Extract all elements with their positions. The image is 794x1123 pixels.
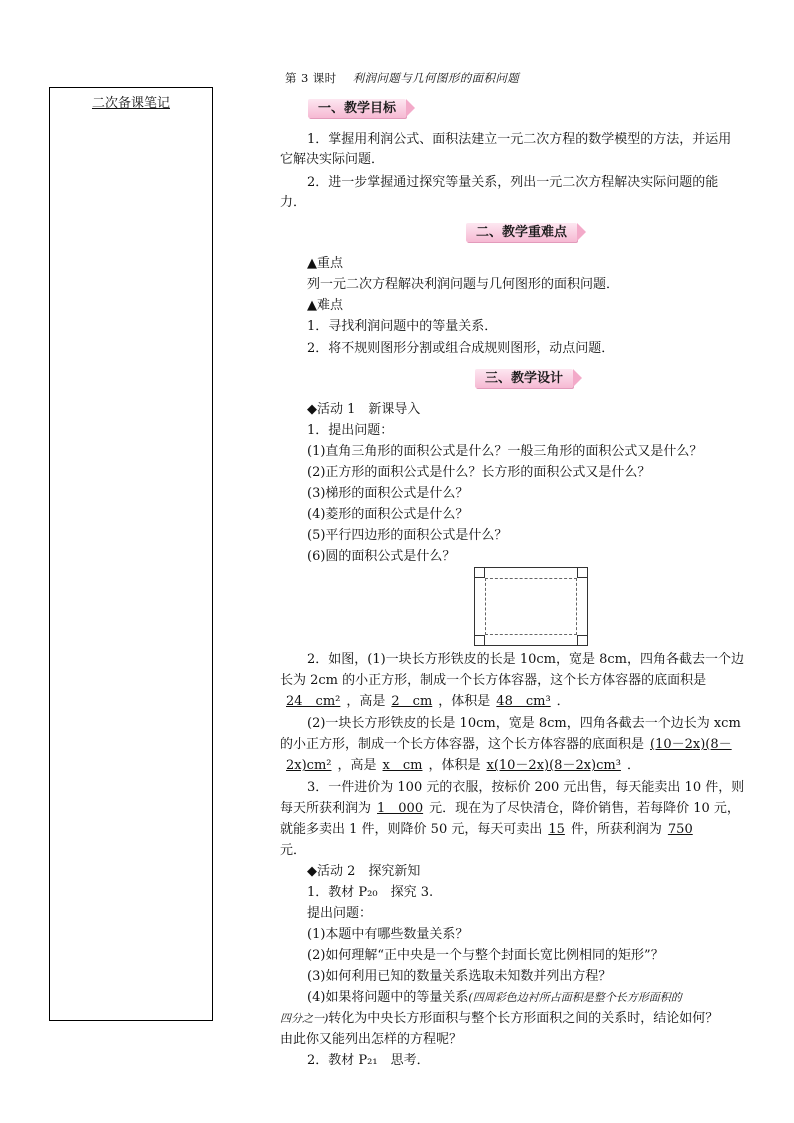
answer-blank: x(10－2x)(8－2x)cm³ (486, 758, 621, 773)
question-intro: 1．提出问题： (307, 423, 394, 438)
answer-blank: 750 (667, 822, 693, 837)
problem-3-line-2: 每天所获利润为 1 000 元．现在为了尽快清仓，降价销售，若每降价 10 元， (280, 801, 740, 816)
activity-2-question: (3)如何利用已知的数量关系选取未知数并列出方程？ (307, 969, 612, 984)
answer-blank: (10－2x)(8－ (650, 737, 732, 752)
question-item: (3)梯形的面积公式是什么？ (307, 486, 469, 501)
goal-1-line-2: 它解决实际问题． (280, 152, 385, 167)
activity-2-question: (2)如何理解“正中央是一个与整个封面长宽比例相同的矩形”？ (307, 948, 664, 963)
answer-blank: 24 cm² (286, 694, 341, 709)
answer-blank: 2x)cm² (286, 758, 332, 773)
activity-2-question: (1)本题中有哪些数量关系？ (307, 927, 469, 942)
corner-square (577, 568, 587, 578)
answer-blank: 15 (548, 822, 565, 837)
corner-square (577, 635, 587, 645)
problem-2-line-6: 2x)cm² ，高是 x cm ，体积是 x(10－2x)(8－2x)cm³ ． (280, 756, 640, 776)
problem-2-line-2: 长为 2cm 的小正方形，制成一个长方体容器，这个长方体容器的底面积是 (280, 673, 707, 688)
answer-blank: 2 cm (391, 694, 433, 709)
corner-square (475, 635, 485, 645)
fold-line (485, 578, 577, 635)
page-header (285, 70, 519, 86)
activity-2-question-intro: 提出问题： (307, 906, 373, 921)
activity-2-question-4-line-3: 由此你又能列出怎样的方程呢？ (280, 1032, 463, 1047)
sheet-figure (474, 567, 588, 646)
key-label: ▲重点 (307, 256, 343, 271)
goal-1-line-1: 1．掌握用利润公式、面积法建立一元二次方程的数学模型的方法，并运用 (307, 132, 732, 147)
notes-title: 二次备课笔记 (91, 96, 170, 111)
difficulty-2: 2．将不规则图形分割或组合成规则图形，动点问题． (307, 341, 615, 356)
activity-2-heading: ◆活动 2 探究新知 (307, 864, 421, 879)
problem-2-line-3: 24 cm² ，高是 2 cm ，体积是 48 cm³ ． (280, 692, 570, 712)
problem-2-line-1: 2．如图，(1)一块长方形铁皮的长是 10cm，宽是 8cm，四角各截去一个边 (307, 652, 744, 667)
difficulty-1: 1．寻找利润问题中的等量关系． (307, 319, 498, 334)
answer-blank: x cm (382, 758, 423, 773)
question-item: (1)直角三角形的面积公式是什么？一般三角形的面积公式又是什么？ (307, 444, 703, 459)
section-banner-key-points: 二、教学重难点 (466, 223, 577, 242)
activity-1-heading: ◆活动 1 新课导入 (307, 402, 421, 417)
section-banner-design: 三、教学设计 (475, 369, 573, 388)
question-item: (6)圆的面积公式是什么？ (307, 549, 456, 564)
problem-2-line-5: 的小正方形，制成一个长方体容器，这个长方体容器的底面积是 (10－2x)(8－ (280, 735, 738, 755)
activity-2-question-4-line-2: 四分之一)转化为中央长方形面积与整个长方形面积之间的关系时，结论如何？ (280, 1011, 719, 1026)
activity-2-item-1: 1．教材 P₂₀ 探究 3. (307, 885, 434, 900)
corner-square (475, 568, 485, 578)
question-item: (2)正方形的面积公式是什么？长方形的面积公式又是什么？ (307, 465, 651, 480)
key-text: 列一元二次方程解决利润问题与几何图形的面积问题． (307, 277, 620, 292)
goal-2-line-2: 力． (280, 195, 307, 210)
activity-2-question-4-line-1: (4)如果将问题中的等量关系(四周彩色边衬所占面积是整个长方形面积的 (307, 990, 682, 1005)
problem-3-line-4: 元． (280, 843, 307, 858)
notes-column (49, 87, 213, 1021)
answer-blank: 1 000 (377, 801, 424, 816)
question-item: (4)菱形的面积公式是什么？ (307, 507, 469, 522)
section-banner-goals: 一、教学目标 (308, 99, 406, 118)
activity-2-item-2: 2．教材 P₂₁ 思考． (307, 1053, 430, 1068)
problem-3-line-1: 3．一件进价为 100 元的衣服，按标价 200 元出售，每天能卖出 10 件，则 (307, 780, 745, 795)
lesson-number: 第 3 课时 (285, 71, 337, 85)
problem-3-line-3: 就能多卖出 1 件，则降价 50 元，每天可卖出 15 件，所获利润为 750 (280, 820, 699, 840)
lesson-title: 利润问题与几何图形的面积问题 (352, 71, 520, 85)
question-item: (5)平行四边形的面积公式是什么？ (307, 528, 508, 543)
answer-blank: 48 cm³ (496, 694, 551, 709)
difficulty-label: ▲难点 (307, 298, 343, 313)
goal-2-line-1: 2．进一步掌握通过探究等量关系，列出一元二次方程解决实际问题的能 (307, 175, 719, 190)
problem-2-line-4: (2)一块长方形铁皮的长是 10cm，宽是 8cm，四角各截去一个边长为 xcm (307, 716, 741, 731)
